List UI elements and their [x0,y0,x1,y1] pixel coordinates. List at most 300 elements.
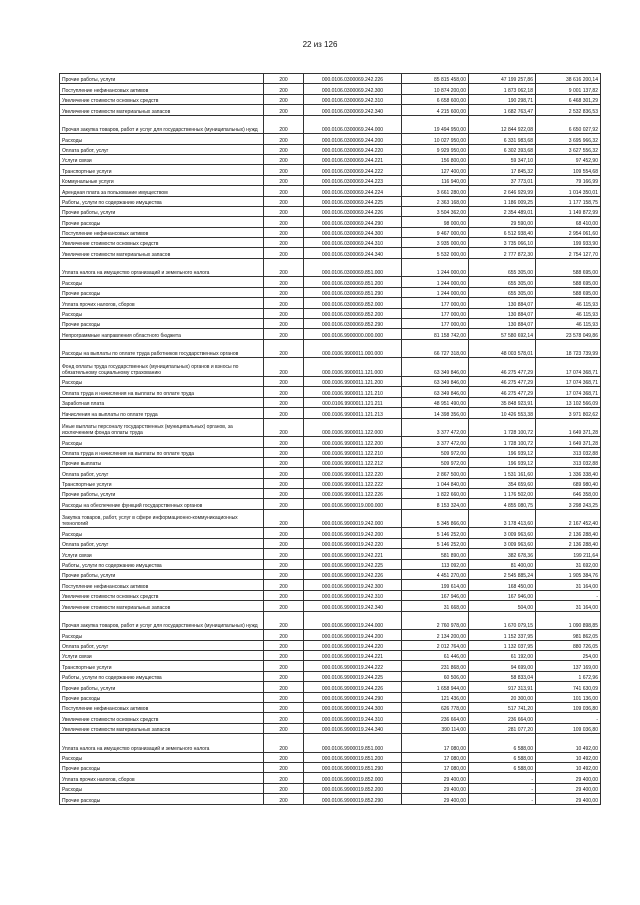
row-plan-cell: 10 874 200,00 [402,84,469,94]
row-rest-cell: 79 166,99 [536,175,601,185]
row-kbk-cell: 000.0106.9900011.121.213 [304,408,402,418]
row-kbk-cell: 000.0106.9900019.851.290 [304,763,402,773]
table-row [60,418,601,437]
row-code-cell: 200 [264,308,304,318]
row-rest-cell: 199 211,64 [536,549,601,559]
row-kbk-cell: 000.0106.9900019.242.300 [304,580,402,590]
table-row [60,713,601,723]
row-rest-cell: - [536,590,601,600]
row-name-cell: Увеличение стоимости основных средств [60,713,264,723]
table-row [60,134,601,144]
table-row [60,437,601,447]
row-plan-cell: 10 027 950,00 [402,134,469,144]
table-row [60,559,601,569]
row-plan-cell: 4 451 270,00 [402,570,469,580]
table-row [60,387,601,397]
row-kbk-cell: 000.0106.0300069.851.200 [304,277,402,287]
row-kbk-cell: 000.0106.9900011.121.200 [304,376,402,386]
row-exec-cell: 3 009 963,60 [469,538,536,548]
row-rest-cell: 17 074 368,71 [536,387,601,397]
row-kbk-cell: 000.0106.9900019.244.300 [304,702,402,712]
table-row [60,611,601,630]
row-code-cell: 200 [264,509,304,528]
row-exec-cell: 1 152 337,95 [469,630,536,640]
row-rest-cell: 588 695,00 [536,277,601,287]
row-name-cell: Оплата труда и начисления на выплаты по оплате труда [60,387,264,397]
row-rest-cell: 254,00 [536,650,601,660]
row-name-cell: Расходы [60,783,264,793]
row-plan-cell: 4 215 600,00 [402,105,469,115]
row-rest-cell: 1 672,96 [536,671,601,681]
row-plan-cell: 1 244 000,00 [402,287,469,297]
row-code-cell: 200 [264,134,304,144]
row-plan-cell: 98 000,00 [402,217,469,227]
row-name-cell: Работы, услуги по содержанию имущества [60,559,264,569]
row-code-cell: 200 [264,468,304,478]
row-name-cell: Транспортные услуги [60,165,264,175]
row-name-cell: Расходы [60,752,264,762]
row-rest-cell: 13 102 566,09 [536,397,601,407]
row-kbk-cell: 000.0106.0300069.244.000 [304,115,402,134]
table-row [60,186,601,196]
row-plan-cell: 81 158 742,00 [402,329,469,339]
row-plan-cell: 156 800,00 [402,154,469,164]
row-plan-cell: 177 000,00 [402,308,469,318]
row-exec-cell: 46 275 477,29 [469,387,536,397]
table-row [60,308,601,318]
row-plan-cell: 3 504 362,00 [402,206,469,216]
table-row [60,319,601,329]
row-kbk-cell: 000.0106.0300069.244.221 [304,154,402,164]
row-exec-cell: 130 884,07 [469,298,536,308]
row-code-cell: 200 [264,408,304,418]
row-exec-cell: 354 659,60 [469,478,536,488]
row-code-cell: 200 [264,630,304,640]
row-name-cell: Прочие выплаты [60,457,264,467]
table-row [60,570,601,580]
row-exec-cell: 46 275 477,29 [469,358,536,377]
table-row [60,457,601,467]
row-kbk-cell: 000.0106.0300069.242.340 [304,105,402,115]
row-exec-cell: 59 347,10 [469,154,536,164]
row-code-cell: 200 [264,227,304,237]
row-rest-cell: 31 164,00 [536,601,601,611]
table-row [60,144,601,154]
row-rest-cell: 1 905 384,76 [536,570,601,580]
row-kbk-cell: 000.0106.9900019.244.221 [304,650,402,660]
row-name-cell: Расходы [60,528,264,538]
row-kbk-cell: 000.0106.0300069.244.310 [304,238,402,248]
row-kbk-cell: 000.0106.9900019.244.220 [304,640,402,650]
row-exec-cell: 37 773,01 [469,175,536,185]
row-plan-cell: 3 661 280,00 [402,186,469,196]
row-code-cell: 200 [264,538,304,548]
table-row [60,277,601,287]
row-name-cell: Поступление нефинансовых активов [60,227,264,237]
row-code-cell: 200 [264,783,304,793]
budget-table [59,73,601,805]
table-row [60,692,601,702]
row-rest-cell: 2 136 288,40 [536,528,601,538]
row-name-cell: Расходы на обеспечение функций государственных органов [60,499,264,509]
row-kbk-cell: 000.0106.9900019.242.000 [304,509,402,528]
row-rest-cell: 1 149 872,99 [536,206,601,216]
row-code-cell: 200 [264,206,304,216]
row-rest-cell: 109 554,68 [536,165,601,175]
row-kbk-cell: 000.0106.0300069.242.226 [304,74,402,84]
row-rest-cell: 880 726,05 [536,640,601,650]
row-plan-cell: 3 935 000,00 [402,238,469,248]
row-kbk-cell: 000.0106.9900019.244.226 [304,682,402,692]
row-kbk-cell: 000.0106.9900011.122.212 [304,457,402,467]
row-rest-cell: 689 980,40 [536,478,601,488]
row-rest-cell: 1 177 158,75 [536,196,601,206]
row-rest-cell: 46 115,93 [536,298,601,308]
row-plan-cell: 5 146 252,00 [402,528,469,538]
row-plan-cell: 3 377 472,00 [402,418,469,437]
row-name-cell: Увеличение стоимости материальных запасов [60,601,264,611]
row-kbk-cell: 000.0106.0300069.244.290 [304,217,402,227]
row-exec-cell: 58 833,04 [469,671,536,681]
row-exec-cell: 281 077,20 [469,723,536,733]
row-rest-cell: 3 298 243,25 [536,499,601,509]
row-plan-cell: 60 506,00 [402,671,469,681]
row-exec-cell: 2 545 885,24 [469,570,536,580]
row-rest-cell: 10 492,00 [536,763,601,773]
row-rest-cell: 46 115,93 [536,308,601,318]
row-exec-cell: 6 588,00 [469,763,536,773]
row-code-cell: 200 [264,154,304,164]
row-rest-cell: 17 074 368,71 [536,358,601,377]
row-exec-cell: 196 939,12 [469,447,536,457]
row-exec-cell: 6 331 983,68 [469,134,536,144]
row-rest-cell: 68 410,00 [536,217,601,227]
row-plan-cell: 9 467 000,00 [402,227,469,237]
row-code-cell: 200 [264,692,304,702]
row-code-cell: 200 [264,447,304,457]
row-code-cell: 200 [264,640,304,650]
row-kbk-cell: 000.0106.9900019.242.221 [304,549,402,559]
row-code-cell: 200 [264,248,304,258]
row-rest-cell: 2 136 288,40 [536,538,601,548]
row-code-cell: 200 [264,528,304,538]
row-rest-cell: 23 578 049,86 [536,329,601,339]
table-row [60,763,601,773]
row-plan-cell: 8 153 324,00 [402,499,469,509]
table-row [60,794,601,804]
table-row [60,640,601,650]
row-name-cell: Увеличение стоимости материальных запасов [60,723,264,733]
row-exec-cell: 1 728 100,72 [469,437,536,447]
row-code-cell: 200 [264,489,304,499]
row-exec-cell: 3 735 066,10 [469,238,536,248]
row-name-cell: Закупка товаров, работ, услуг в сфере информационно-коммуникационных технологий [60,509,264,528]
row-code-cell: 200 [264,105,304,115]
row-kbk-cell: 000.0106.9900019.242.200 [304,528,402,538]
table-row [60,175,601,185]
table-row [60,549,601,559]
row-exec-cell: 655 305,00 [469,287,536,297]
row-code-cell: 200 [264,238,304,248]
row-plan-cell: 167 946,00 [402,590,469,600]
row-code-cell: 200 [264,329,304,339]
row-rest-cell: - [536,713,601,723]
table-row [60,580,601,590]
row-rest-cell: 46 115,93 [536,319,601,329]
row-name-cell: Поступление нефинансовых активов [60,580,264,590]
row-name-cell: Увеличение стоимости материальных запасов [60,248,264,258]
row-name-cell: Прочие работы, услуги [60,489,264,499]
row-name-cell: Заработная плата [60,397,264,407]
row-plan-cell: 626 778,00 [402,702,469,712]
row-kbk-cell: 000.0106.9900011.121.211 [304,397,402,407]
row-rest-cell: 101 136,00 [536,692,601,702]
row-exec-cell: 20 300,00 [469,692,536,702]
table-row [60,478,601,488]
row-code-cell: 200 [264,570,304,580]
row-plan-cell: 31 668,00 [402,601,469,611]
row-exec-cell: 1 132 037,95 [469,640,536,650]
row-code-cell: 200 [264,115,304,134]
row-rest-cell: 2 754 127,70 [536,248,601,258]
row-kbk-cell: 000.0106.0300069.244.222 [304,165,402,175]
row-exec-cell: 61 192,00 [469,650,536,660]
table-row [60,538,601,548]
row-code-cell: 200 [264,611,304,630]
row-code-cell: 200 [264,74,304,84]
table-row [60,358,601,377]
table-row [60,329,601,339]
row-plan-cell: 2 012 764,00 [402,640,469,650]
row-plan-cell: 61 446,00 [402,650,469,660]
row-rest-cell: 646 358,00 [536,489,601,499]
row-plan-cell: 17 080,00 [402,752,469,762]
row-kbk-cell: 000.0106.9900011.121.210 [304,387,402,397]
row-name-cell: Оплата работ, услуг [60,468,264,478]
row-kbk-cell: 000.0106.9900019.242.310 [304,590,402,600]
row-kbk-cell: 000.0106.9900011.000.000 [304,339,402,358]
row-plan-cell: 63 349 846,00 [402,376,469,386]
row-rest-cell: 2 167 452,40 [536,509,601,528]
row-code-cell: 200 [264,186,304,196]
row-rest-cell: 981 862,05 [536,630,601,640]
row-name-cell: Прочие расходы [60,692,264,702]
row-plan-cell: 177 000,00 [402,298,469,308]
row-rest-cell: 29 400,00 [536,794,601,804]
row-code-cell: 200 [264,559,304,569]
row-name-cell: Уплата налога на имущество организаций и земельного налога [60,734,264,753]
table-row [60,298,601,308]
row-name-cell: Оплата труда и начисления на выплаты по оплате труда [60,447,264,457]
table-row [60,447,601,457]
row-kbk-cell: 000.0106.0300069.851.290 [304,287,402,297]
row-code-cell: 200 [264,418,304,437]
row-plan-cell: 509 972,00 [402,457,469,467]
row-code-cell: 200 [264,734,304,753]
row-name-cell: Оплата работ, услуг [60,538,264,548]
row-rest-cell: 97 452,90 [536,154,601,164]
row-exec-cell: 130 884,07 [469,308,536,318]
row-code-cell: 200 [264,397,304,407]
row-exec-cell: 1 682 763,47 [469,105,536,115]
row-code-cell: 200 [264,499,304,509]
row-name-cell: Расходы [60,376,264,386]
row-code-cell: 200 [264,702,304,712]
row-rest-cell: 3 971 802,62 [536,408,601,418]
row-exec-cell: 1 531 161,60 [469,468,536,478]
row-name-cell: Уплата налога на имущество организаций и земельного налога [60,258,264,277]
row-kbk-cell: 000.0106.0300069.852.000 [304,298,402,308]
row-plan-cell: 48 951 490,00 [402,397,469,407]
row-rest-cell: 29 400,00 [536,773,601,783]
table-row [60,650,601,660]
row-name-cell: Прочие работы, услуги [60,570,264,580]
table-row [60,671,601,681]
row-name-cell: Расходы [60,630,264,640]
row-kbk-cell: 000.0106.9900019.244.222 [304,661,402,671]
row-rest-cell: 3 695 966,32 [536,134,601,144]
row-plan-cell: 66 727 318,00 [402,339,469,358]
row-kbk-cell: 000.0106.9900019.852.000 [304,773,402,783]
row-rest-cell: 18 723 739,99 [536,339,601,358]
table-row [60,94,601,104]
row-exec-cell: 4 855 080,75 [469,499,536,509]
row-name-cell: Прочие работы, услуги [60,74,264,84]
row-plan-cell: 2 363 168,00 [402,196,469,206]
row-code-cell: 200 [264,339,304,358]
row-code-cell: 200 [264,549,304,559]
row-exec-cell: 94 699,00 [469,661,536,671]
row-rest-cell: 588 695,00 [536,258,601,277]
table-row [60,489,601,499]
row-code-cell: 200 [264,84,304,94]
row-exec-cell: 655 305,00 [469,258,536,277]
row-exec-cell: 130 884,07 [469,319,536,329]
row-code-cell: 200 [264,478,304,488]
table-row [60,105,601,115]
row-code-cell: 200 [264,682,304,692]
table-row [60,217,601,227]
row-kbk-cell: 000.0106.9900019.242.225 [304,559,402,569]
row-name-cell: Прочие расходы [60,794,264,804]
row-exec-cell: 46 275 477,29 [469,376,536,386]
table-row [60,227,601,237]
table-row [60,165,601,175]
row-rest-cell: 1 649 371,28 [536,437,601,447]
row-exec-cell: 517 741,20 [469,702,536,712]
row-code-cell: 200 [264,319,304,329]
row-code-cell: 200 [264,165,304,175]
row-code-cell: 200 [264,650,304,660]
row-exec-cell: 57 580 692,14 [469,329,536,339]
table-row [60,248,601,258]
row-rest-cell: 10 492,00 [536,734,601,753]
row-rest-cell: 1 014 350,01 [536,186,601,196]
table-row [60,376,601,386]
row-plan-cell: 6 658 600,00 [402,94,469,104]
row-code-cell: 200 [264,601,304,611]
row-name-cell: Начисления на выплаты по оплате труда [60,408,264,418]
table-row [60,499,601,509]
row-name-cell: Прочая закупка товаров, работ и услуг для государственных (муниципальных) нужд [60,115,264,134]
row-rest-cell: 109 036,80 [536,723,601,733]
row-name-cell: Расходы [60,134,264,144]
row-plan-cell: 19 494 950,00 [402,115,469,134]
row-code-cell: 200 [264,217,304,227]
table-row [60,528,601,538]
row-exec-cell: 2 646 929,99 [469,186,536,196]
row-kbk-cell: 000.0106.9900000.000.000 [304,329,402,339]
row-kbk-cell: 000.0106.9900019.244.225 [304,671,402,681]
row-name-cell: Поступление нефинансовых активов [60,702,264,712]
row-kbk-cell: 000.0106.9900019.852.290 [304,794,402,804]
row-name-cell: Арендная плата за пользование имуществом [60,186,264,196]
table-row [60,723,601,733]
row-code-cell: 200 [264,144,304,154]
row-code-cell: 200 [264,661,304,671]
row-plan-cell: 63 349 846,00 [402,387,469,397]
row-code-cell: 200 [264,437,304,447]
row-plan-cell: 9 929 950,00 [402,144,469,154]
row-plan-cell: 17 080,00 [402,763,469,773]
row-code-cell: 200 [264,713,304,723]
row-plan-cell: 5 345 866,00 [402,509,469,528]
row-code-cell: 200 [264,773,304,783]
table-row [60,630,601,640]
row-rest-cell: 1 336 338,40 [536,468,601,478]
row-kbk-cell: 000.0106.0300069.244.340 [304,248,402,258]
row-plan-cell: 63 349 846,00 [402,358,469,377]
row-plan-cell: 177 000,00 [402,319,469,329]
row-exec-cell: 2 777 872,30 [469,248,536,258]
row-plan-cell: 2 867 500,00 [402,468,469,478]
row-plan-cell: 581 890,00 [402,549,469,559]
row-kbk-cell: 000.0106.9900019.851.000 [304,734,402,753]
row-code-cell: 200 [264,277,304,287]
row-rest-cell: 2 954 061,60 [536,227,601,237]
row-plan-cell: 2 134 200,00 [402,630,469,640]
table-row [60,601,601,611]
row-exec-cell: 10 426 553,38 [469,408,536,418]
row-exec-cell: 2 354 489,01 [469,206,536,216]
row-name-cell: Прочие работы, услуги [60,206,264,216]
row-name-cell: Оплата работ, услуг [60,144,264,154]
row-rest-cell: 588 695,00 [536,287,601,297]
row-name-cell: Услуги связи [60,650,264,660]
row-plan-cell: 1 244 000,00 [402,258,469,277]
row-exec-cell: 17 845,32 [469,165,536,175]
row-plan-cell: 127 400,00 [402,165,469,175]
row-exec-cell: 1 176 502,00 [469,489,536,499]
row-kbk-cell: 000.0106.0300069.242.300 [304,84,402,94]
row-name-cell: Увеличение стоимости основных средств [60,238,264,248]
row-rest-cell: 6 650 027,92 [536,115,601,134]
row-kbk-cell: 000.0106.0300069.244.300 [304,227,402,237]
row-name-cell: Коммунальные услуги [60,175,264,185]
row-exec-cell: 1 873 062,18 [469,84,536,94]
row-kbk-cell: 000.0106.9900019.244.310 [304,713,402,723]
row-kbk-cell: 000.0106.9900011.121.000 [304,358,402,377]
row-exec-cell: 3 178 413,60 [469,509,536,528]
row-plan-cell: 29 400,00 [402,783,469,793]
table-row [60,397,601,407]
row-name-cell: Прочие работы, услуги [60,682,264,692]
row-kbk-cell: 000.0106.9900019.000.000 [304,499,402,509]
row-name-cell: Прочие расходы [60,287,264,297]
row-kbk-cell: 000.0106.9900011.122.222 [304,478,402,488]
row-code-cell: 200 [264,175,304,185]
row-rest-cell: 313 032,88 [536,447,601,457]
